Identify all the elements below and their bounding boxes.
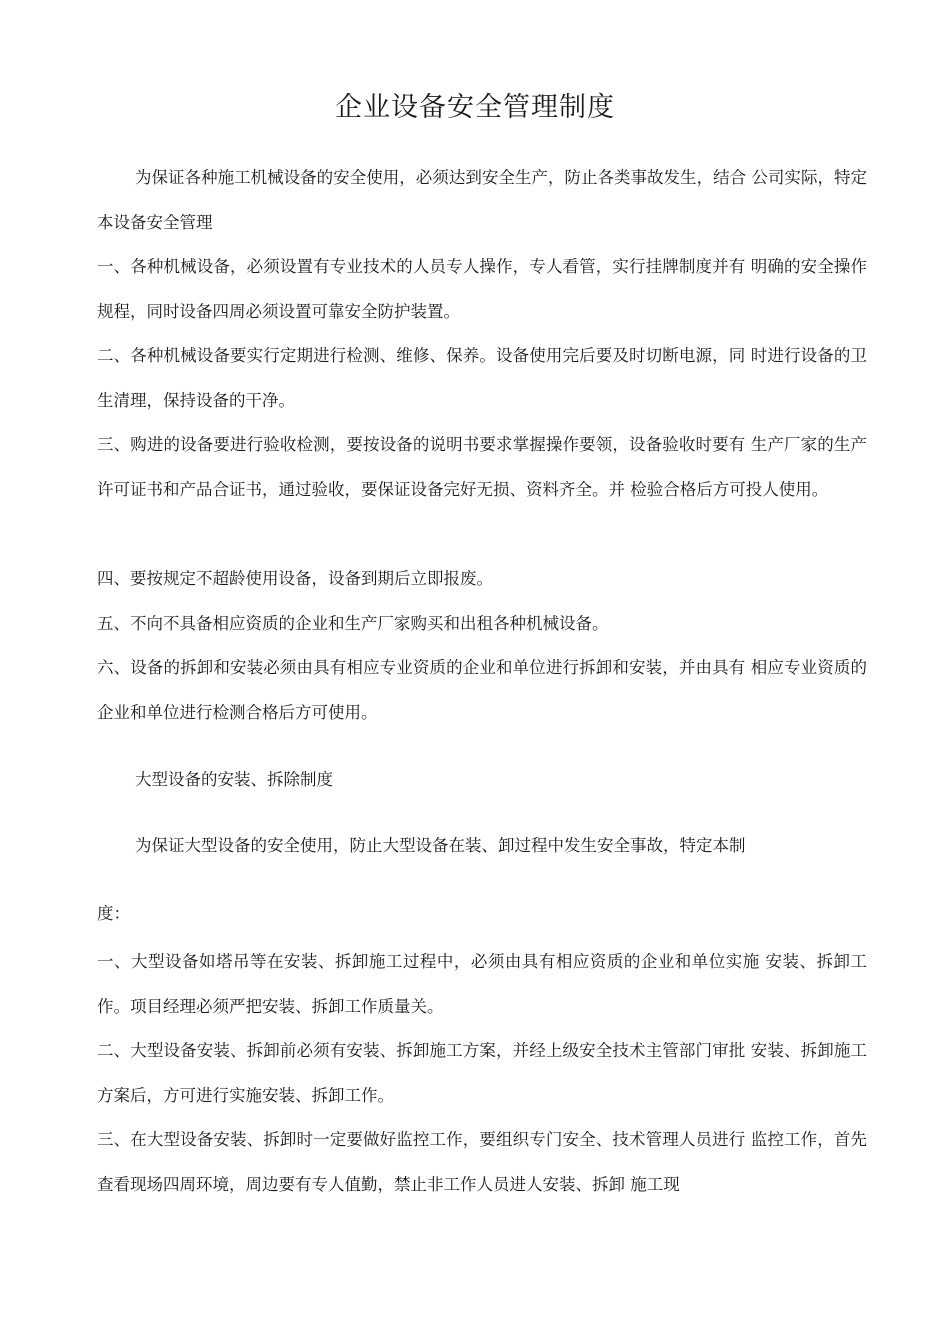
- document-title: 企业设备安全管理制度: [335, 92, 615, 123]
- section1-item-2: 二、各种机械设备要实行定期进行检测、维修、保养。设备使用完后要及时切断电源，同 时进行设备的卫生清理，保持设备的干净。: [97, 346, 867, 410]
- section2-item-3: 三、在大型设备安装、拆卸时一定要做好监控工作，要组织专门安全、技术管理人员进行 监控工作，首先查看现场四周环境，周边要有专人值勤，禁止非工作人员进人安装、拆卸 施工现: [97, 1130, 867, 1194]
- section2-intro-line2: 度：: [97, 904, 130, 923]
- section2-item-2: 二、大型设备安装、拆卸前必须有安装、拆卸施工方案，并经上级安全技术主管部门审批 安装、拆卸施工方案后，方可进行实施安装、拆卸工作。: [97, 1041, 867, 1105]
- section1-item-4: 四、要按规定不超龄使用设备，设备到期后立即报废。: [97, 569, 493, 588]
- section1-item-6: 六、设备的拆卸和安装必须由具有相应专业资质的企业和单位进行拆卸和安装，并由具有 相应专业资质的企业和单位进行检测合格后方可使用。: [97, 658, 867, 722]
- section2-item-1: 一、大型设备如塔吊等在安装、拆卸施工过程中，必须由具有相应资质的企业和单位实施 安装、拆卸工作。项目经理必须严把安装、拆卸工作质量关。: [97, 952, 867, 1016]
- section1-intro: 为保证各种施工机械设备的安全使用，必须达到安全生产，防止各类事故发生，结合 公司实际，特定本设备安全管理: [97, 168, 867, 232]
- section1-item-1: 一、各种机械设备，必须设置有专业技术的人员专人操作，专人看管，实行挂牌制度并有 明确的安全操作规程，同时设备四周必须设置可靠安全防护装置。: [97, 257, 867, 321]
- section1-item-3: 三、购进的设备要进行验收检测，要按设备的说明书要求掌握操作要领，设备验收时要有 生产厂家的生产许可证书和产品合证书，通过验收，要保证设备完好无损、资料齐全。并 检验合格后方可投人使用。: [97, 435, 867, 499]
- section1-item-5: 五、不向不具备相应资质的企业和生产厂家购买和出租各种机械设备。: [97, 614, 609, 633]
- section2-intro-line1: 为保证大型设备的安全使用，防止大型设备在装、卸过程中发生安全事故，特定本制: [135, 836, 746, 855]
- section2-title: 大型设备的安装、拆除制度: [135, 770, 333, 789]
